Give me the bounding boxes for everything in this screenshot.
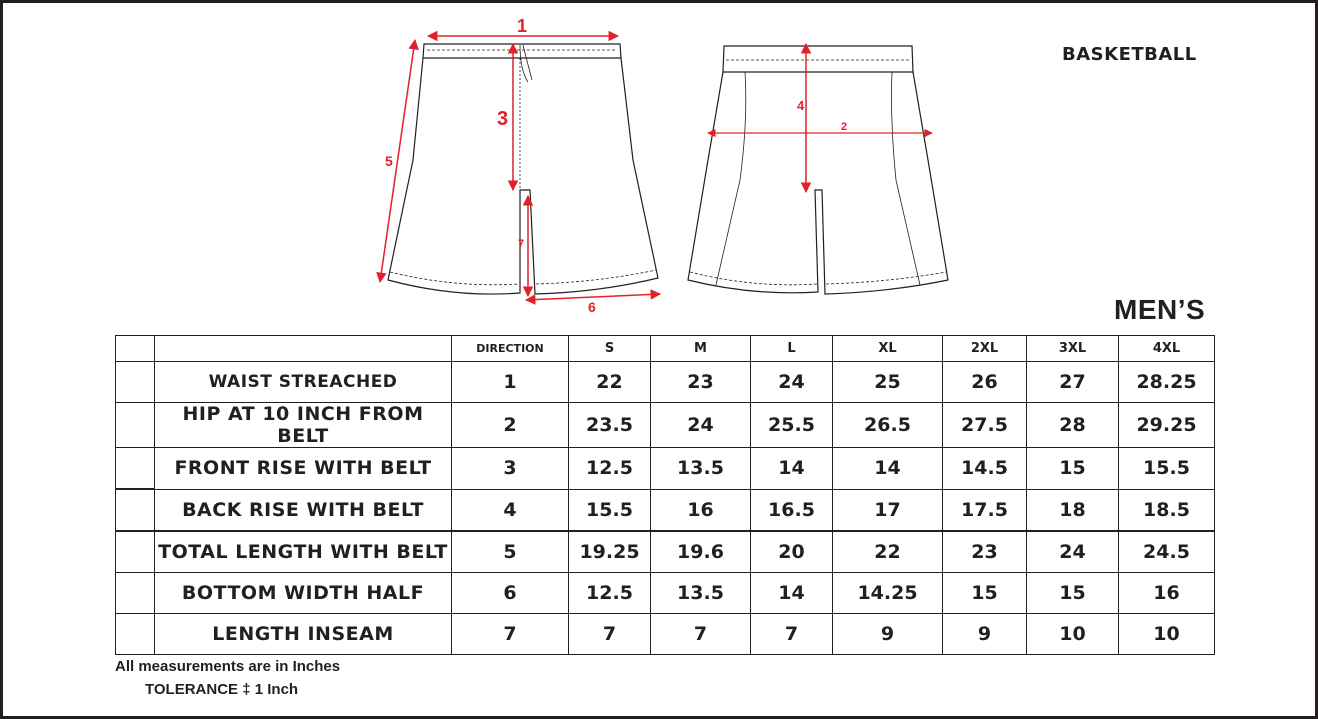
value-cell: 28 (1027, 403, 1119, 448)
row-index-cell (116, 489, 155, 531)
value-cell: 22 (569, 362, 651, 403)
value-cell: 23 (943, 531, 1027, 573)
header-size-s: S (569, 336, 651, 362)
value-cell: 14.5 (943, 448, 1027, 490)
value-cell: 20 (751, 531, 833, 573)
gender-title: MEN’S (1114, 294, 1206, 325)
row-direction: 2 (452, 403, 569, 448)
header-size-l: L (751, 336, 833, 362)
value-cell: 26.5 (833, 403, 943, 448)
value-cell: 7 (651, 614, 751, 655)
value-cell: 25 (833, 362, 943, 403)
value-cell: 27.5 (943, 403, 1027, 448)
value-cell: 13.5 (651, 573, 751, 614)
marker-4: 4 (797, 98, 805, 113)
value-cell: 9 (833, 614, 943, 655)
value-cell: 16 (1119, 573, 1215, 614)
value-cell: 17 (833, 489, 943, 531)
back-shorts-outline (688, 46, 948, 294)
units-note: All measurements are in Inches (115, 658, 341, 675)
header-size-3xl: 3XL (1027, 336, 1119, 362)
row-label: HIP AT 10 INCH FROM BELT (155, 403, 452, 448)
shorts-measurement-diagram (370, 16, 970, 320)
value-cell: 24 (1027, 531, 1119, 573)
value-cell: 10 (1119, 614, 1215, 655)
row-direction: 4 (452, 489, 569, 531)
header-size-4xl: 4XL (1119, 336, 1215, 362)
value-cell: 13.5 (651, 448, 751, 490)
value-cell: 24 (651, 403, 751, 448)
value-cell: 23 (651, 362, 751, 403)
value-cell: 14 (833, 448, 943, 490)
table-row (116, 362, 1215, 403)
value-cell: 28.25 (1119, 362, 1215, 403)
value-cell: 10 (1027, 614, 1119, 655)
value-cell: 15 (1027, 573, 1119, 614)
value-cell: 14.25 (833, 573, 943, 614)
value-cell: 14 (751, 448, 833, 490)
measurement-arrows (380, 36, 932, 300)
value-cell: 15 (943, 573, 1027, 614)
blank-header-cell (116, 336, 155, 362)
value-cell: 15.5 (1119, 448, 1215, 490)
value-cell: 27 (1027, 362, 1119, 403)
row-direction: 6 (452, 573, 569, 614)
value-cell: 18.5 (1119, 489, 1215, 531)
header-size-2xl: 2XL (943, 336, 1027, 362)
row-direction: 5 (452, 531, 569, 573)
row-label: TOTAL LENGTH WITH BELT (155, 531, 452, 573)
table-row (116, 403, 1215, 448)
row-index-cell (116, 573, 155, 614)
row-label: BOTTOM WIDTH HALF (155, 573, 452, 614)
value-cell: 7 (751, 614, 833, 655)
row-index-cell (116, 614, 155, 655)
value-cell: 15.5 (569, 489, 651, 531)
front-shorts-outline (388, 44, 658, 294)
row-direction: 1 (452, 362, 569, 403)
value-cell: 25.5 (751, 403, 833, 448)
value-cell: 17.5 (943, 489, 1027, 531)
row-index-cell (116, 362, 155, 403)
row-label: BACK RISE WITH BELT (155, 489, 452, 531)
size-measurement-table (115, 335, 1215, 655)
value-cell: 23.5 (569, 403, 651, 448)
value-cell: 24.5 (1119, 531, 1215, 573)
value-cell: 22 (833, 531, 943, 573)
row-label: FRONT RISE WITH BELT (155, 448, 452, 490)
table-row (116, 573, 1215, 614)
value-cell: 19.6 (651, 531, 751, 573)
value-cell: 26 (943, 362, 1027, 403)
marker-6: 6 (588, 299, 596, 315)
value-cell: 19.25 (569, 531, 651, 573)
row-index-cell (116, 531, 155, 573)
row-direction: 3 (452, 448, 569, 490)
value-cell: 12.5 (569, 448, 651, 490)
header-size-m: M (651, 336, 751, 362)
header-direction: DIRECTION (452, 336, 569, 362)
value-cell: 29.25 (1119, 403, 1215, 448)
measurement-labels (385, 16, 847, 315)
value-cell: 18 (1027, 489, 1119, 531)
table-row (116, 614, 1215, 655)
row-index-cell (116, 448, 155, 490)
header-size-xl: XL (833, 336, 943, 362)
value-cell: 14 (751, 573, 833, 614)
value-cell: 9 (943, 614, 1027, 655)
marker-5: 5 (385, 153, 393, 169)
table-header-row (116, 336, 1215, 362)
row-label: LENGTH INSEAM (155, 614, 452, 655)
tolerance-note: TOLERANCE ‡ 1 Inch (145, 681, 299, 698)
marker-2: 2 (841, 121, 848, 133)
table-row (116, 489, 1215, 531)
value-cell: 24 (751, 362, 833, 403)
row-index-cell (116, 403, 155, 448)
blank-label-header-cell (155, 336, 452, 362)
value-cell: 7 (569, 614, 651, 655)
value-cell: 16.5 (751, 489, 833, 531)
table-row (116, 448, 1215, 490)
marker-3: 3 (497, 108, 509, 130)
row-label: WAIST STREACHED (155, 362, 452, 403)
row-direction: 7 (452, 614, 569, 655)
value-cell: 15 (1027, 448, 1119, 490)
table-row (116, 531, 1215, 573)
marker-7: 7 (518, 238, 525, 250)
value-cell: 16 (651, 489, 751, 531)
marker-1: 1 (517, 16, 528, 36)
value-cell: 12.5 (569, 573, 651, 614)
sport-title: BASKETBALL (1062, 44, 1197, 65)
